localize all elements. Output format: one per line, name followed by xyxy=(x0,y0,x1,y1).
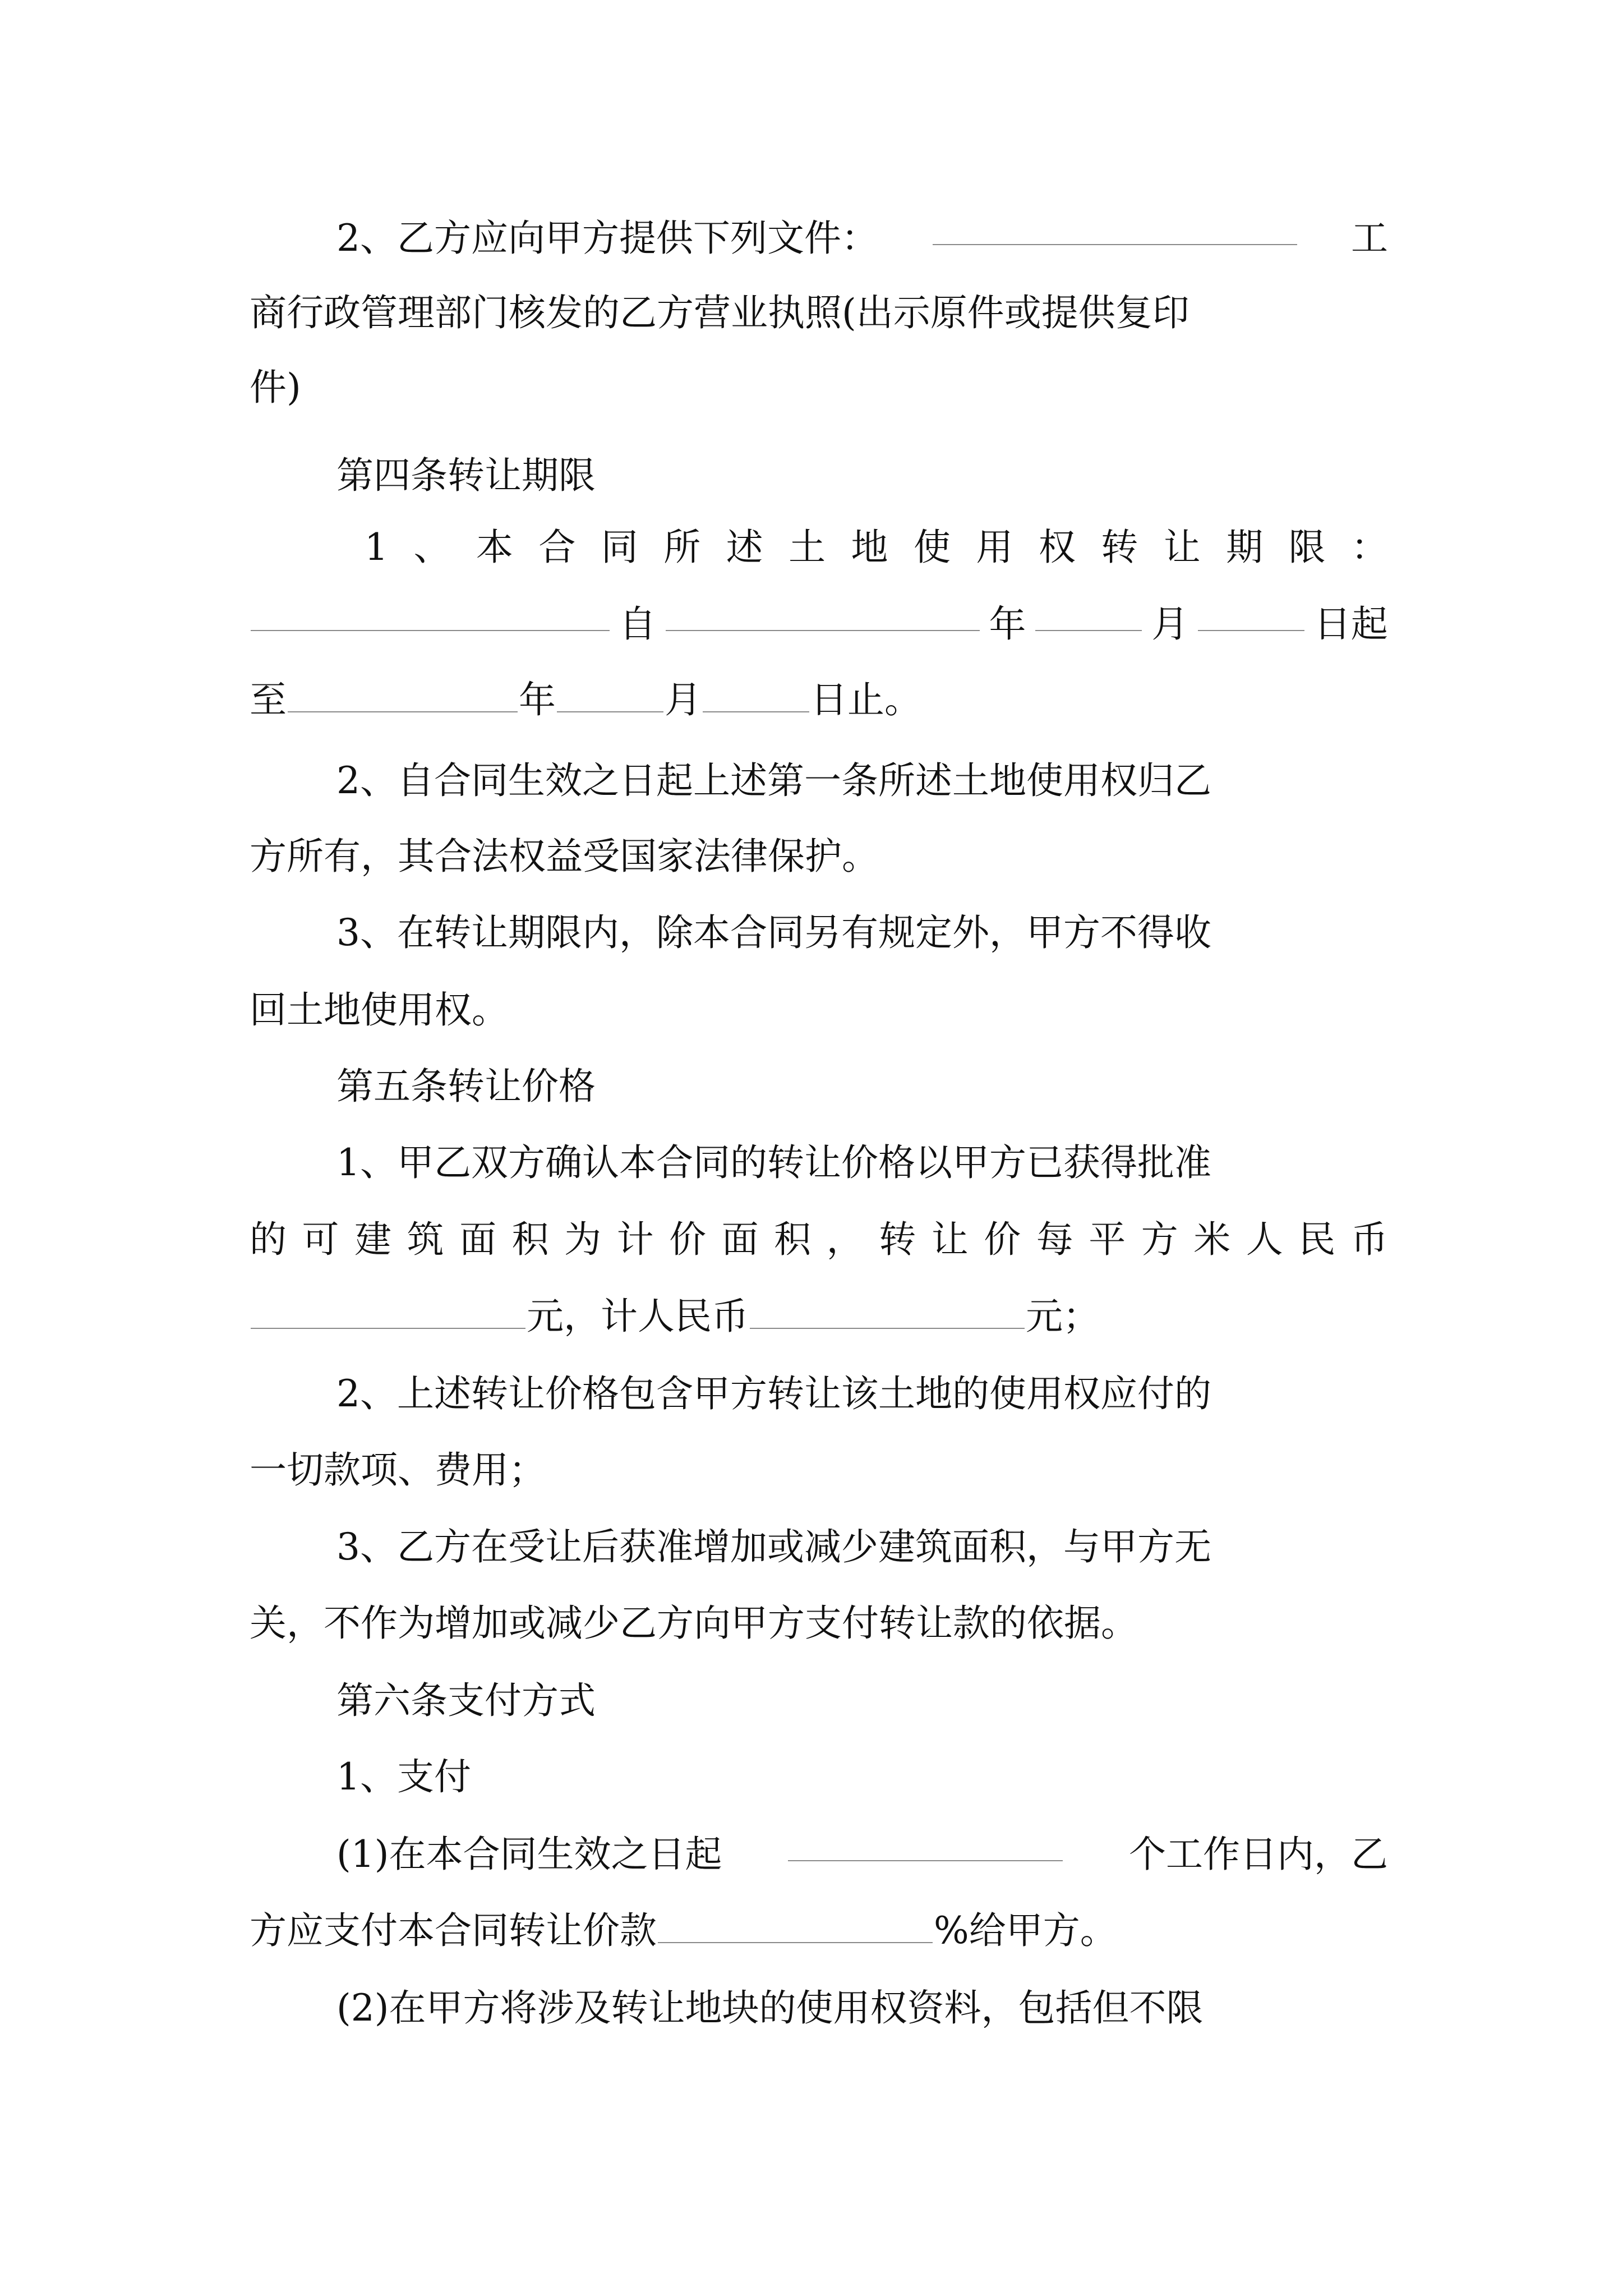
clause-text: 自 xyxy=(619,602,656,646)
paragraph-line: 关，不作为增加或减少乙方向甲方支付转让款的依据。 xyxy=(250,1602,1138,1645)
char: 米 xyxy=(1193,1218,1231,1261)
char: 可 xyxy=(302,1218,339,1261)
fill-in-blank xyxy=(933,210,1297,245)
char: 为 xyxy=(564,1218,602,1261)
clause-text: (1)在本合同生效之日起 xyxy=(336,1833,722,1876)
char: 让 xyxy=(1163,526,1201,569)
section-heading: 第六条支付方式 xyxy=(336,1679,596,1722)
clause-text: 日止。 xyxy=(810,678,921,721)
char: 平 xyxy=(1089,1218,1126,1261)
char: 每 xyxy=(1036,1218,1073,1261)
fill-in-blank xyxy=(703,678,809,712)
char: 方 xyxy=(1141,1218,1178,1261)
char: 、 xyxy=(413,526,451,569)
char: 民 xyxy=(1298,1218,1336,1261)
char: 转 xyxy=(879,1218,916,1261)
paragraph-line: 商行政管理部门核发的乙方营业执照(出示原件或提供复印 xyxy=(250,291,1189,334)
fill-in-blank xyxy=(557,678,663,712)
justified-line xyxy=(365,519,1388,576)
char: 面 xyxy=(721,1218,759,1261)
fill-in-blank xyxy=(251,596,610,631)
clause-text: 2、乙方应向甲方提供下列文件： xyxy=(336,217,878,260)
char: 让 xyxy=(931,1218,969,1261)
fill-in-blank xyxy=(1198,596,1304,631)
paragraph-line: 回土地使用权。 xyxy=(250,988,509,1032)
fill-in-blank xyxy=(658,1908,933,1943)
paragraph-line: 2、上述转让价格包含甲方转让该土地的使用权应付的 xyxy=(336,1372,1211,1415)
char: 述 xyxy=(726,526,763,569)
char: ， xyxy=(826,1218,864,1261)
clause-text: 至 xyxy=(250,678,287,721)
char: 价 xyxy=(669,1218,707,1261)
paragraph-line: 3、乙方在受让后获准增加或减少建筑面积，与甲方无 xyxy=(336,1525,1211,1568)
paragraph-line xyxy=(250,1289,1388,1345)
char: 本 xyxy=(476,526,513,569)
fill-in-blank xyxy=(288,678,518,712)
paragraph-line xyxy=(250,672,1388,728)
paragraph-line xyxy=(250,1903,1388,1959)
char: 使 xyxy=(913,526,951,569)
fill-in-blank xyxy=(788,1826,1063,1861)
clause-text: 月 xyxy=(1151,602,1189,646)
paragraph-line xyxy=(250,596,1388,652)
paragraph-line xyxy=(336,210,1388,266)
char: 面 xyxy=(459,1218,497,1261)
char: 建 xyxy=(354,1218,392,1261)
paragraph-line: 2、自合同生效之日起上述第一条所述土地使用权归乙 xyxy=(336,759,1211,802)
clause-text: %给甲方。 xyxy=(934,1909,1117,1952)
paragraph-line: 3、在转让期限内，除本合同另有规定外，甲方不得收 xyxy=(336,911,1211,954)
char: 转 xyxy=(1101,526,1138,569)
char: 土 xyxy=(789,526,826,569)
fill-in-blank xyxy=(750,1294,1025,1329)
char: 所 xyxy=(663,526,701,569)
paragraph-line: 1、支付 xyxy=(336,1755,471,1798)
clause-text: 年 xyxy=(989,602,1026,646)
clause-text: 元，计人民币 xyxy=(527,1295,749,1338)
fill-in-blank xyxy=(666,596,980,631)
char: 用 xyxy=(976,526,1013,569)
char: 权 xyxy=(1038,526,1076,569)
paragraph-line: 方所有，其合法权益受国家法律保护。 xyxy=(250,835,879,878)
clause-text: 工 xyxy=(1351,217,1388,260)
char: ： xyxy=(1351,526,1388,569)
char: 1 xyxy=(365,526,388,569)
paragraph-line xyxy=(336,1826,1388,1883)
clause-text: 元； xyxy=(1026,1295,1100,1338)
char: 筑 xyxy=(407,1218,444,1261)
char: 同 xyxy=(601,526,638,569)
char: 合 xyxy=(538,526,576,569)
clause-text: 年 xyxy=(519,678,556,721)
paragraph-line: (2)在甲方将涉及转让地块的使用权资料，包括但不限 xyxy=(336,1986,1204,2030)
clause-text: 方应支付本合同转让价款 xyxy=(250,1909,657,1952)
paragraph-line: 件) xyxy=(250,366,301,409)
section-heading: 第五条转让价格 xyxy=(336,1065,596,1108)
clause-text: 月 xyxy=(665,678,702,721)
char: 计 xyxy=(616,1218,654,1261)
char: 限 xyxy=(1288,526,1326,569)
char: 积 xyxy=(774,1218,811,1261)
paragraph-line: 一切款项、费用； xyxy=(250,1448,546,1492)
paragraph-line: 1、甲乙双方确认本合同的转让价格以甲方已获得批准 xyxy=(336,1141,1211,1184)
fill-in-blank xyxy=(1035,596,1142,631)
char: 的 xyxy=(250,1218,287,1261)
fill-in-blank xyxy=(251,1294,525,1329)
char: 地 xyxy=(851,526,888,569)
clause-text: 个工作日内，乙 xyxy=(1129,1833,1388,1876)
justified-line xyxy=(250,1212,1388,1268)
section-heading: 第四条转让期限 xyxy=(336,454,596,497)
char: 人 xyxy=(1246,1218,1283,1261)
char: 期 xyxy=(1226,526,1264,569)
char: 价 xyxy=(984,1218,1021,1261)
char: 积 xyxy=(511,1218,549,1261)
char: 币 xyxy=(1350,1218,1388,1261)
clause-text: 日起 xyxy=(1313,602,1388,646)
